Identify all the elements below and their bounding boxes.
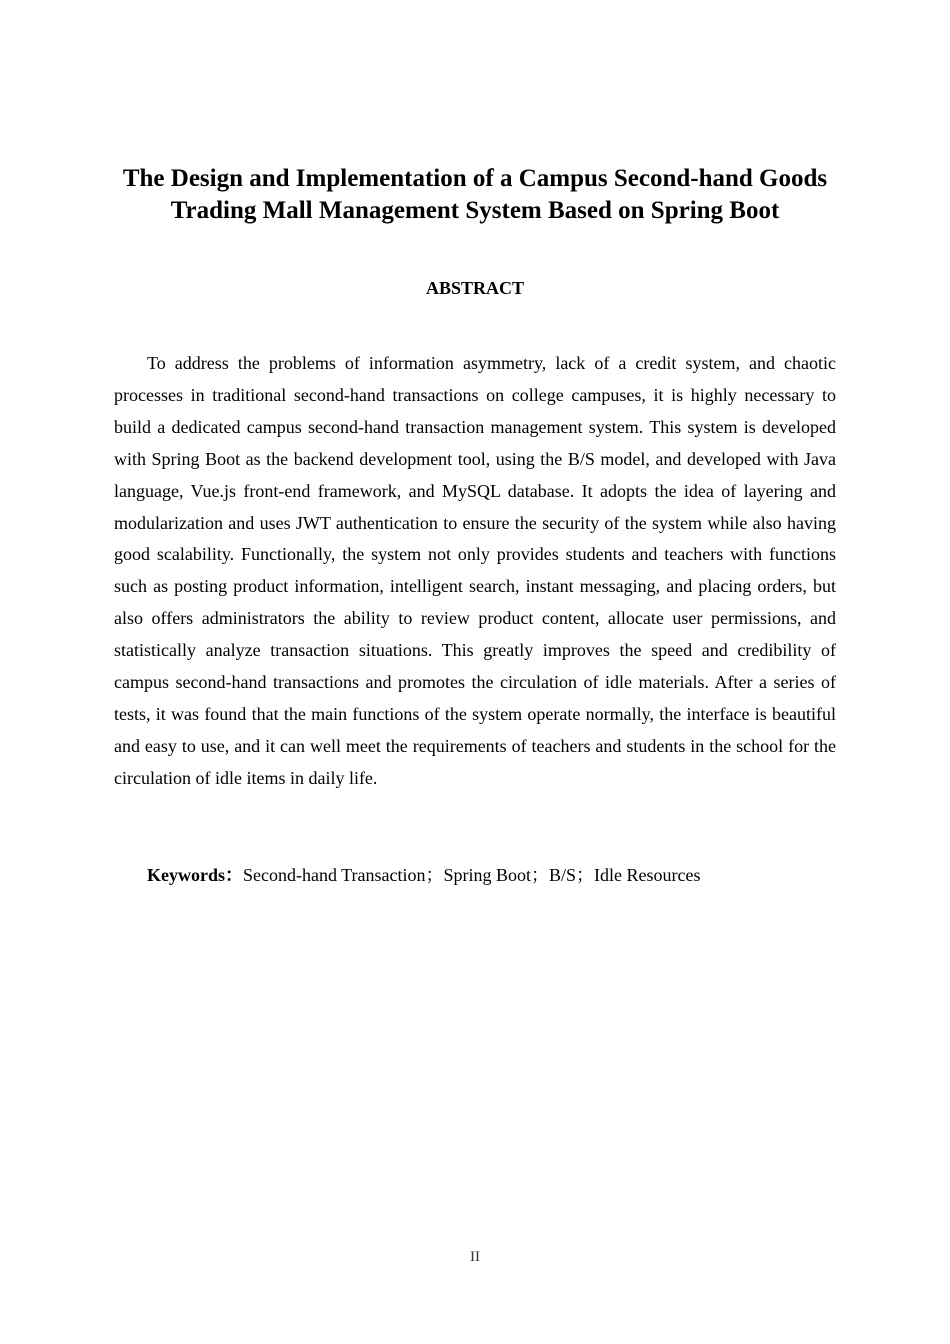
abstract-body: To address the problems of information asymmetry, lack of a credit system, and chaotic processes in traditional second-hand transactions on college campuses, it is highly necessary to build a dedicated campus second-hand transaction management system. This system is developed with Spring Boot as the backend development tool, using the B/S model, and developed with Java language, Vue.js front-end framework, and MySQL database. It adopts the idea of layering and modularization and uses JWT authentication to ensure the security of the system while also having good scalability. Functionally, the system not only provides students and teachers with functions such as posting product information, intelligent search, instant messaging, and placing orders, but also offers administrators the ability to review product content, allocate user permissions, and statistically analyze transaction situations. This greatly improves the speed and credibility of campus second-hand transactions and promotes the circulation of idle materials. After a series of tests, it was found that the main functions of the system operate normally, the interface is beautiful and easy to use, and it can well meet the requirements of teachers and students in the school for the circulation of idle items in daily life. [114, 353, 836, 788]
keywords-label: Keywords： [147, 865, 243, 885]
abstract-heading: ABSTRACT [425, 278, 525, 298]
paper-title [100, 163, 850, 227]
keywords-text: Second-hand Transaction；Spring Boot；B/S；Idle Resources [243, 865, 701, 885]
page-number: II [470, 1249, 480, 1265]
keywords-line [147, 861, 847, 889]
paper-title-line-1: The Design and Implementation of a Campus Second-hand Goods [122, 165, 828, 192]
paper-title-line-2: Trading Mall Management System Based on Spring Boot [170, 197, 780, 224]
